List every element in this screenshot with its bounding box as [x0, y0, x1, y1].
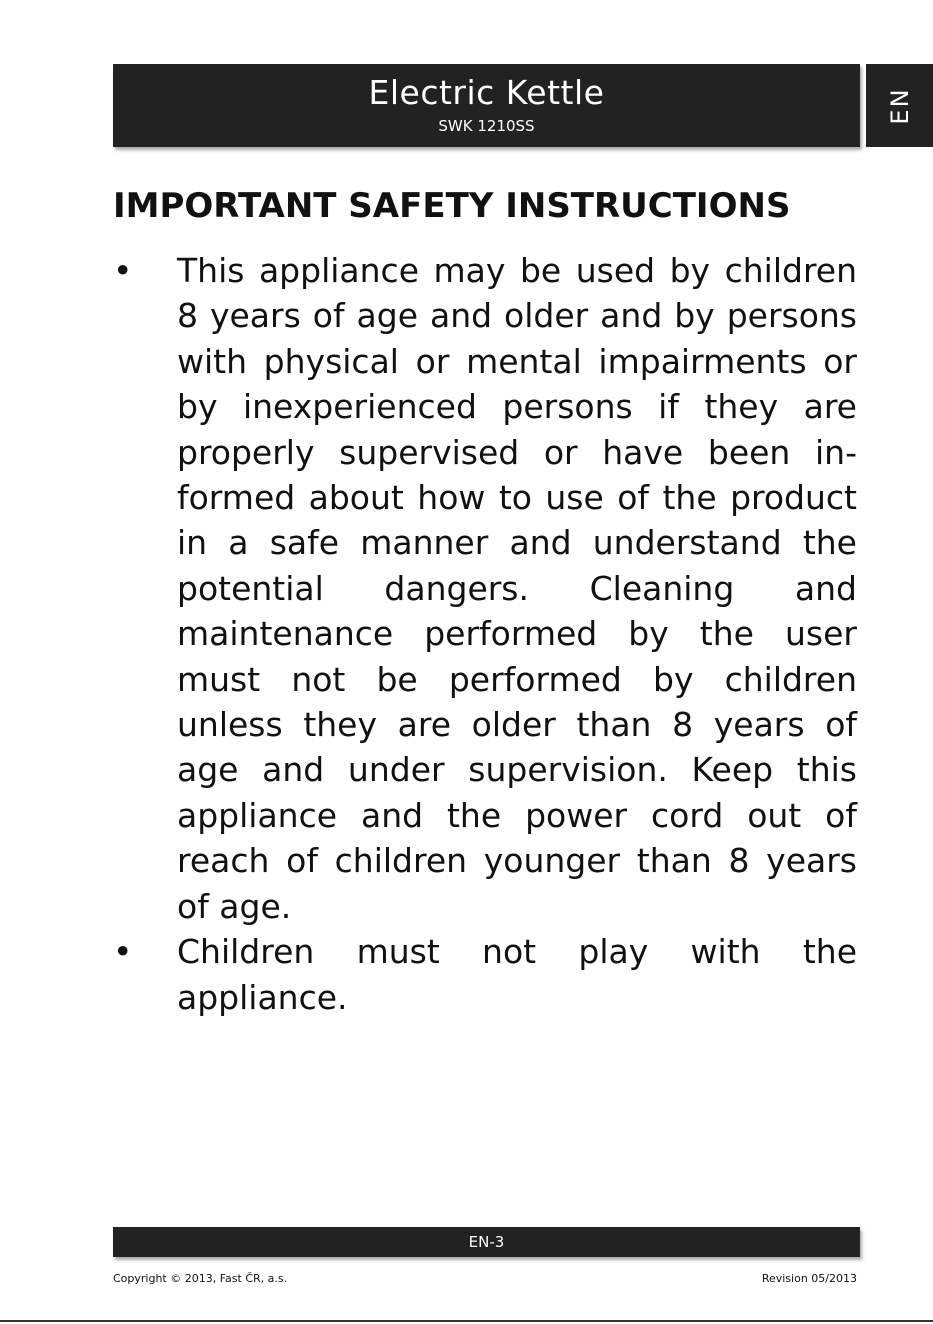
- revision-label: Revision 05/2013: [761, 1272, 857, 1285]
- section-title: IMPORTANT SAFETY INSTRUCTIONS: [113, 186, 791, 226]
- language-tab-label: EN: [885, 86, 914, 125]
- copyright-notice: Copyright © 2013, Fast ČR, a.s.: [113, 1272, 288, 1285]
- instruction-item: [113, 929, 857, 1020]
- instruction-item: [113, 248, 857, 929]
- bullet-icon: •: [113, 932, 133, 972]
- safety-instructions-list: [113, 248, 857, 1020]
- bullet-icon: •: [113, 251, 133, 290]
- document-header: [113, 64, 860, 147]
- document-title: Electric Kettle: [368, 73, 605, 112]
- instruction-text: This appliance may be used by children 8 years of age and older and by persons with physical or mental impairments or by inexperienced persons if they are properly supervised or have been informed about how to use of the product in a safe manner and understand the potential dangers. Cleaning and maintenance performed by the user must not be performed by children unless they are older than 8 years of age and under supervision. Keep this appliance and the power cord out of reach of children younger than 8 years of age.: [177, 251, 857, 926]
- page-number: EN-3: [468, 1233, 505, 1251]
- instruction-text: Children must not play with the appliance.: [177, 932, 857, 1017]
- model-number: SWK 1210SS: [438, 117, 535, 135]
- page-number-bar: [113, 1227, 860, 1257]
- language-tab: [866, 64, 933, 147]
- bottom-divider: [0, 1320, 933, 1322]
